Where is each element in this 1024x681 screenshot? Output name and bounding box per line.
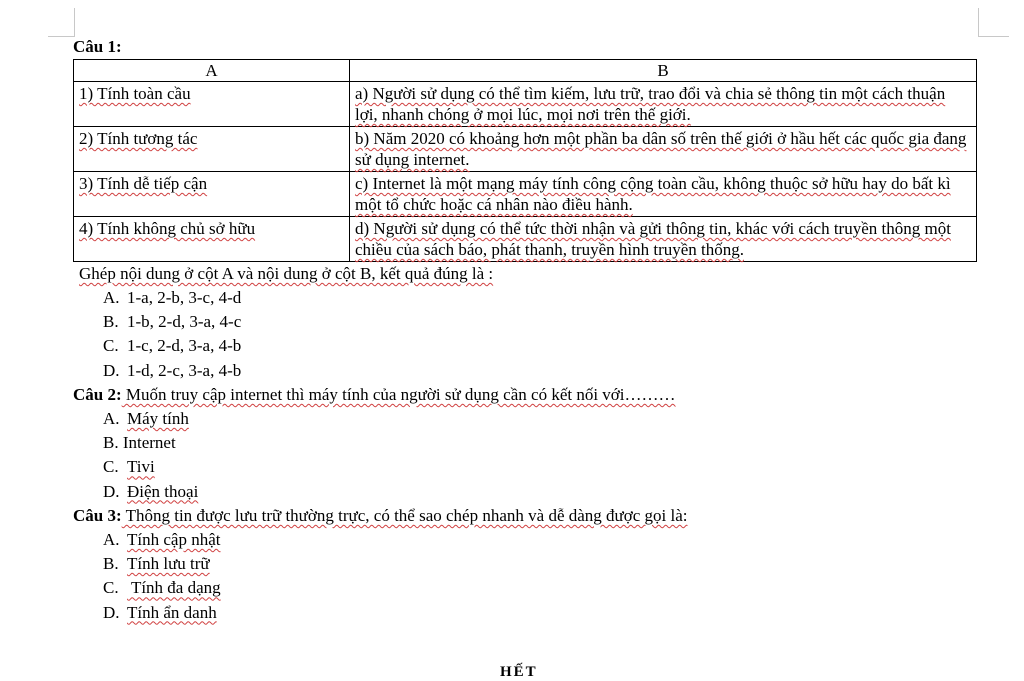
option-label: C. bbox=[103, 336, 119, 356]
option-text: Internet bbox=[122, 433, 176, 453]
answer-option bbox=[103, 359, 983, 383]
option-text: Tivi bbox=[127, 457, 155, 477]
option-text: Tính lưu trữ bbox=[127, 554, 210, 574]
column-b-cell bbox=[350, 127, 977, 172]
option-label: A. bbox=[103, 288, 120, 307]
cell-text: c) Internet là một mạng máy tính công cộng toàn cầu, không thuộc sở hữu hay do bất kì một tổ chức hoặc cá nhân nào điều hành. bbox=[355, 174, 951, 214]
instruction-text: Ghép nội dung ở cột A và nội dung ở cột B, kết quả đúng là : bbox=[79, 264, 494, 283]
column-b-cell bbox=[350, 82, 977, 127]
table-row bbox=[74, 82, 977, 127]
answer-option bbox=[103, 552, 983, 576]
question-1-instruction bbox=[79, 262, 983, 286]
column-b-header: B bbox=[350, 60, 977, 82]
question-3-title: Câu 3: bbox=[73, 505, 122, 525]
option-text: Tính cập nhật bbox=[127, 530, 221, 550]
table-row bbox=[74, 172, 977, 217]
option-label: A. bbox=[103, 530, 120, 550]
answer-option bbox=[103, 334, 983, 358]
option-text: Tính ẩn danh bbox=[127, 602, 217, 622]
end-marker: HẾT bbox=[500, 664, 538, 680]
column-a-cell bbox=[74, 217, 350, 262]
answer-option bbox=[103, 407, 983, 431]
answer-option bbox=[103, 431, 983, 455]
option-text: Điện thoại bbox=[127, 481, 199, 501]
option-label: D. bbox=[103, 602, 120, 622]
option-label: C. bbox=[103, 457, 119, 477]
answer-option bbox=[103, 455, 983, 479]
cell-text: a) Người sử dụng có thể tìm kiếm, lưu trữ, trao đổi và chia sẻ thông tin một cách thuận lợi, nhanh chóng ở mọi lúc, mọi nơi trên thế giới. bbox=[355, 84, 946, 124]
column-a-header: A bbox=[74, 60, 350, 82]
cell-text: 2) Tính tương tác bbox=[79, 129, 198, 148]
cell-text: 1) Tính toàn cầu bbox=[79, 84, 191, 103]
question-2-title: Câu 2: bbox=[73, 384, 122, 404]
cell-text: b) Năm 2020 có khoảng hơn một phần ba dân số trên thế giới ở hầu hết các quốc gia đang sử dụng internet. bbox=[355, 129, 967, 169]
question-2-text: Muốn truy cập internet thì máy tính của người sử dụng cần có kết nối với……… bbox=[121, 384, 676, 404]
option-label: C. bbox=[103, 578, 119, 598]
option-text: 1-a, 2-b, 3-c, 4-d bbox=[127, 288, 242, 307]
option-label: A. bbox=[103, 409, 120, 429]
matching-table bbox=[73, 59, 977, 262]
column-b-cell bbox=[350, 217, 977, 262]
option-label: D. bbox=[103, 360, 120, 380]
column-a-cell bbox=[74, 82, 350, 127]
answer-option bbox=[103, 576, 983, 600]
page-corner-mark-top-right bbox=[978, 8, 1009, 37]
document-body bbox=[73, 35, 983, 625]
answer-option bbox=[103, 601, 983, 625]
option-text: 1-b, 2-d, 3-a, 4-c bbox=[127, 312, 242, 332]
column-a-cell bbox=[74, 172, 350, 217]
answer-option bbox=[103, 310, 983, 334]
question-3-text: Thông tin được lưu trữ thường trực, có thể sao chép nhanh và dễ dàng được gọi là: bbox=[121, 505, 688, 525]
cell-text: d) Người sử dụng có thể tức thời nhận và gửi thông tin, khác với cách truyền thông một chiều của sách báo, phát thanh, truyền hình truyền thống. bbox=[355, 219, 951, 259]
question-1-title: Câu 1: bbox=[73, 37, 122, 56]
option-text: 1-c, 2-d, 3-a, 4-b bbox=[127, 336, 242, 356]
answer-option bbox=[103, 528, 983, 552]
option-label: D. bbox=[103, 481, 120, 501]
table-row bbox=[74, 217, 977, 262]
question-3 bbox=[73, 504, 983, 528]
column-b-cell bbox=[350, 172, 977, 217]
column-a-cell bbox=[74, 127, 350, 172]
option-label: B. bbox=[103, 554, 119, 574]
option-label: B. bbox=[103, 433, 119, 453]
page-corner-mark-top-left bbox=[48, 8, 75, 37]
table-row bbox=[74, 127, 977, 172]
option-text: 1-d, 2-c, 3-a, 4-b bbox=[127, 360, 242, 380]
answer-option bbox=[103, 286, 983, 310]
option-text: Máy tính bbox=[127, 409, 189, 429]
answer-option bbox=[103, 480, 983, 504]
question-2 bbox=[73, 383, 983, 407]
cell-text: 4) Tính không chủ sở hữu bbox=[79, 219, 256, 238]
option-label: B. bbox=[103, 312, 119, 332]
option-text: Tính đa dạng bbox=[127, 578, 221, 598]
table-header-row bbox=[74, 60, 977, 82]
cell-text: 3) Tính dễ tiếp cận bbox=[79, 174, 208, 193]
